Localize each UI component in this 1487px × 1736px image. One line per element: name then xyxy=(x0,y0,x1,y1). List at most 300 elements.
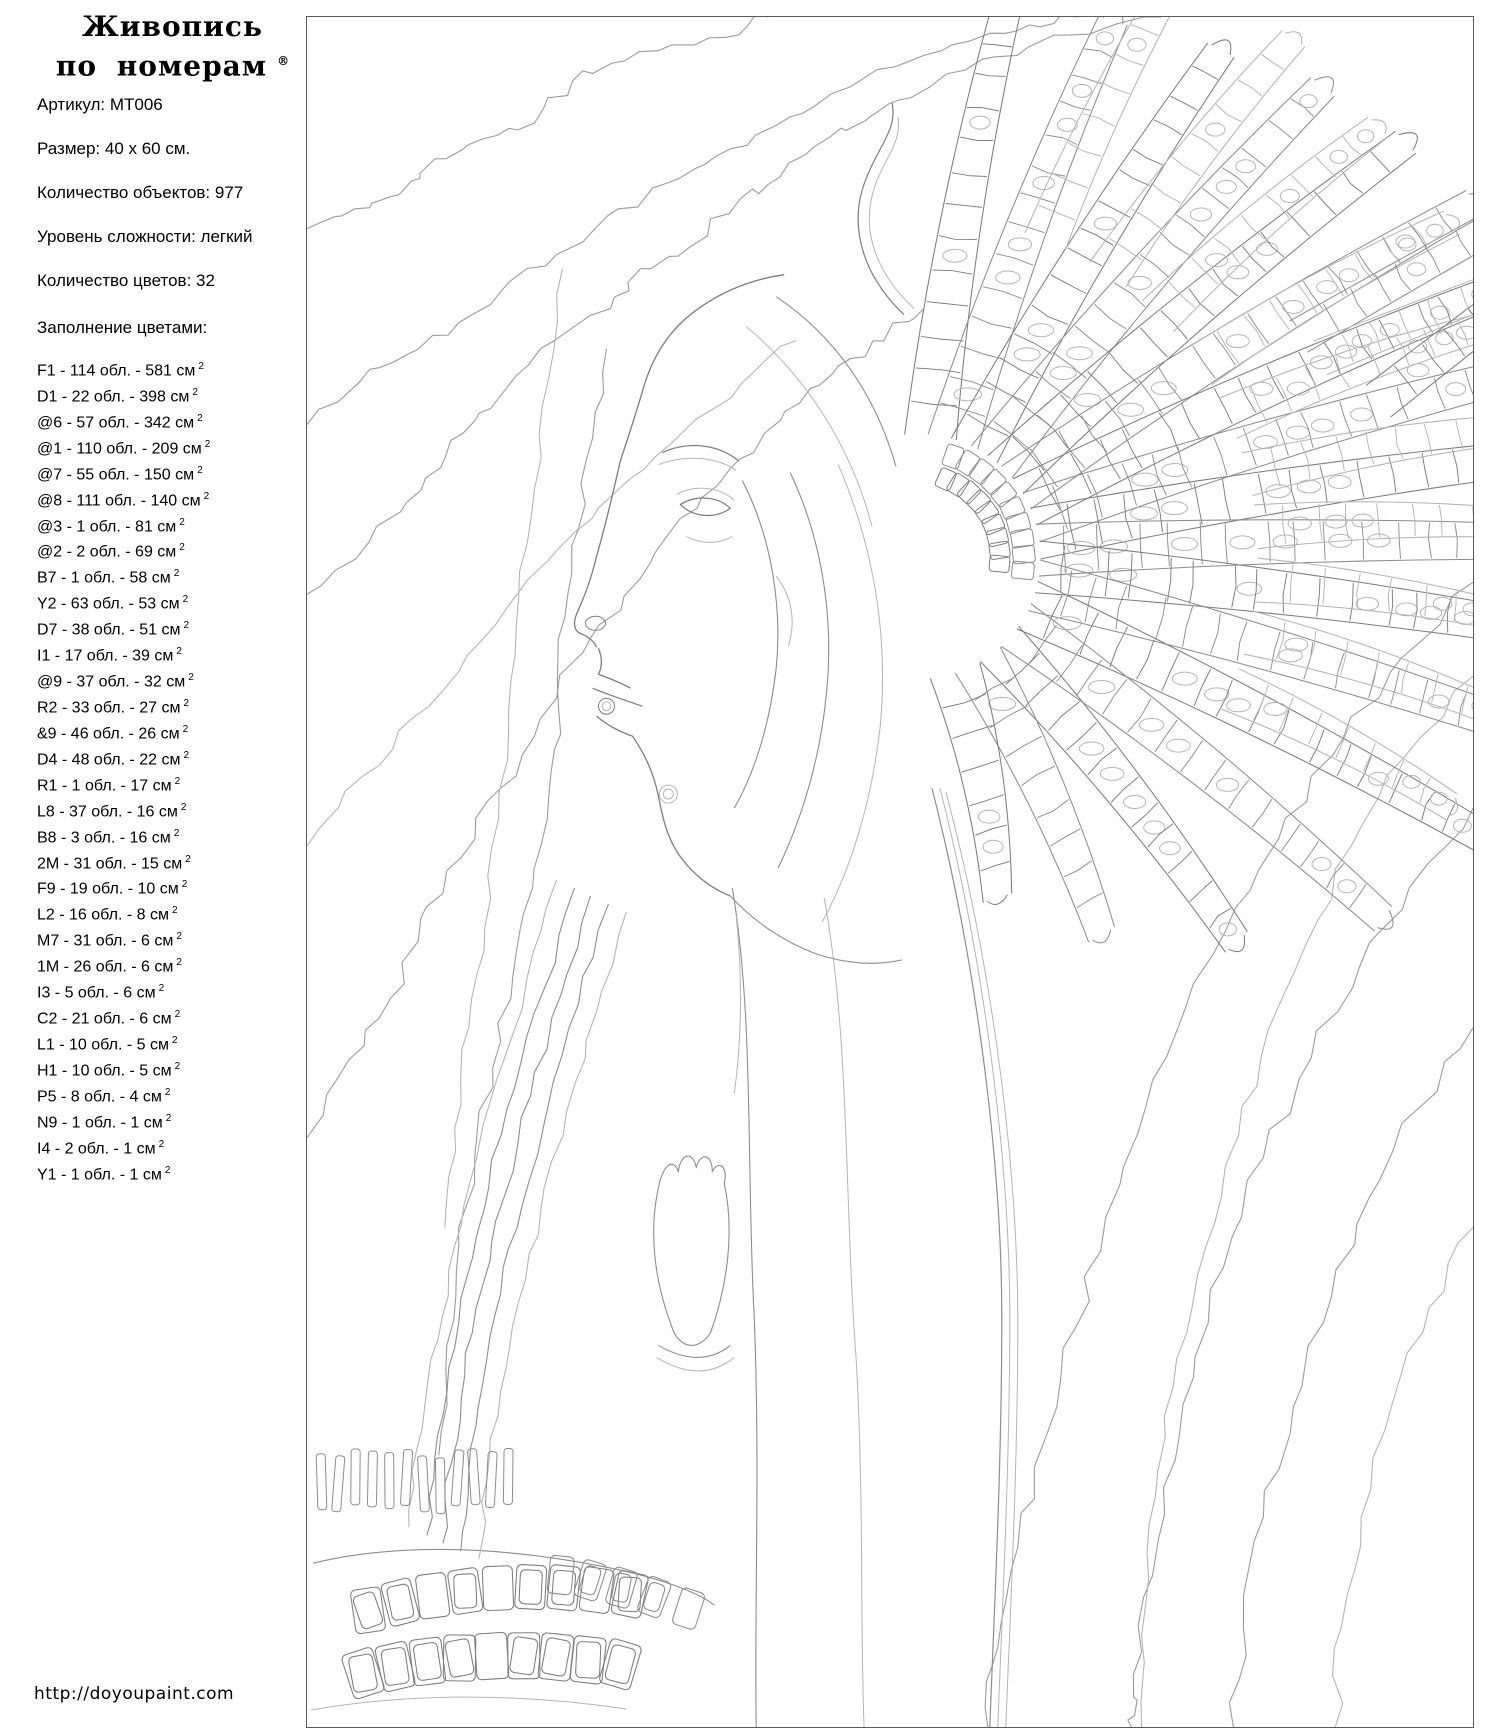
line-art-stroke xyxy=(1367,346,1380,375)
line-art-stroke xyxy=(1205,760,1226,790)
line-art-stroke xyxy=(1084,49,1112,57)
color-list-item: M7 - 31 обл. - 6 см $^2$ xyxy=(37,931,182,950)
line-art-stroke xyxy=(1276,377,1291,411)
line-art-stroke xyxy=(1033,177,1055,190)
color-list-item: Y2 - 63 обл. - 53 см $^2$ xyxy=(37,594,189,613)
line-art-stroke xyxy=(1122,429,1142,468)
line-art-stroke xyxy=(732,888,757,1727)
line-art-stroke xyxy=(409,880,557,1527)
line-art-stroke xyxy=(1388,578,1391,611)
line-art-stroke xyxy=(1110,353,1138,383)
line-art-stroke xyxy=(454,1574,477,1609)
line-art-stroke xyxy=(983,287,1022,299)
line-art-stroke xyxy=(1065,17,1190,250)
line-art-stroke xyxy=(952,173,987,177)
line-art-stroke xyxy=(1316,157,1337,178)
line-art-stroke xyxy=(417,1456,429,1512)
line-art-stroke xyxy=(1008,238,1031,251)
line-art-stroke xyxy=(1312,858,1331,871)
line-art-stroke xyxy=(730,896,902,963)
line-art-stroke xyxy=(1172,157,1200,176)
brand-logo xyxy=(55,10,290,83)
line-art-svg xyxy=(307,17,1473,1727)
line-art-stroke xyxy=(985,582,1473,1727)
line-art-stroke xyxy=(1014,348,1040,361)
line-art-stroke xyxy=(461,904,609,1551)
line-art-stroke xyxy=(1085,578,1096,622)
line-art-stroke xyxy=(1202,188,1229,209)
line-art-stroke xyxy=(1452,450,1458,483)
line-art-stroke xyxy=(1255,602,1473,635)
line-art-stroke xyxy=(1109,238,1141,260)
line-art-stroke xyxy=(1261,232,1284,257)
line-art-stroke xyxy=(967,107,999,110)
line-art-stroke xyxy=(1090,31,1282,263)
line-art-stroke xyxy=(1367,534,1390,547)
line-art-stroke xyxy=(1131,25,1158,36)
line-art-stroke xyxy=(1089,681,1115,694)
line-art-stroke xyxy=(1366,432,1374,465)
line-art-stroke xyxy=(1192,66,1217,79)
line-art-stroke xyxy=(1342,171,1363,193)
line-art-stroke xyxy=(1213,334,1235,365)
line-art-stroke xyxy=(350,1586,386,1634)
line-art-stroke xyxy=(1068,143,1101,156)
line-art-stroke xyxy=(1194,669,1210,706)
line-art-stroke xyxy=(1105,401,1130,436)
line-art-stroke xyxy=(686,536,732,542)
line-art-stroke xyxy=(307,17,768,229)
line-art-stroke xyxy=(1123,795,1145,808)
line-art-stroke xyxy=(644,275,784,385)
line-art-stroke xyxy=(1216,778,1238,791)
color-list-item: R1 - 1 обл. - 17 см $^2$ xyxy=(37,775,181,795)
line-art-stroke xyxy=(1174,137,1389,332)
line-art-stroke xyxy=(1266,195,1289,218)
color-list-item: H1 - 10 обл. - 5 см $^2$ xyxy=(37,1060,181,1080)
line-art-stroke xyxy=(538,1632,575,1681)
line-art-stroke xyxy=(1281,824,1300,851)
line-art-stroke xyxy=(654,1156,729,1345)
line-art-stroke xyxy=(778,472,829,868)
line-art-stroke xyxy=(1283,505,1286,544)
line-art-stroke xyxy=(593,688,643,706)
line-art-stroke xyxy=(960,137,993,140)
line-art-stroke xyxy=(444,1638,474,1678)
line-art-stroke xyxy=(1000,358,1039,378)
line-art-stroke xyxy=(1290,564,1293,602)
line-art-stroke xyxy=(1335,652,1344,688)
line-art-stroke xyxy=(1115,54,1143,65)
line-art-stroke xyxy=(1389,589,1393,625)
line-art-stroke xyxy=(1019,626,1248,932)
line-art-stroke xyxy=(1420,778,1431,803)
line-art-stroke xyxy=(921,336,964,340)
line-art-stroke xyxy=(1232,566,1236,607)
line-art-stroke xyxy=(1351,408,1373,421)
line-art-stroke xyxy=(1156,597,1166,639)
line-art-stroke xyxy=(946,792,1018,1727)
product-detail-line: Количество объектов: 977 xyxy=(37,183,244,202)
line-art-stroke xyxy=(1456,230,1471,255)
line-art-stroke xyxy=(1040,368,1473,542)
line-art-stroke xyxy=(746,327,872,527)
color-list-item: 1M - 26 обл. - 6 см $^2$ xyxy=(37,957,182,976)
line-art-stroke xyxy=(1100,540,1127,553)
line-art-stroke xyxy=(1446,383,1466,396)
line-art-stroke xyxy=(776,576,792,646)
line-art-stroke xyxy=(1127,698,1151,732)
line-art-stroke xyxy=(1227,699,1251,712)
color-list-item: P5 - 8 обл. - 4 см $^2$ xyxy=(37,1086,171,1106)
line-art-stroke xyxy=(1428,523,1431,559)
line-art-stroke xyxy=(1357,461,1364,497)
line-art-stroke xyxy=(1456,326,1473,339)
color-list-item: D4 - 48 обл. - 22 см $^2$ xyxy=(37,749,190,769)
line-art-stroke xyxy=(1133,149,1162,164)
line-art-stroke xyxy=(659,785,677,803)
line-art-stroke xyxy=(1276,419,1289,456)
line-art-stroke xyxy=(307,309,924,1138)
line-art-stroke xyxy=(1021,766,1055,785)
line-art-stroke xyxy=(570,1635,607,1684)
line-art-stroke xyxy=(658,458,736,470)
line-art-stroke xyxy=(1028,324,1053,337)
line-art-stroke xyxy=(1472,288,1473,301)
line-art-stroke xyxy=(1093,929,1111,942)
line-art-stroke xyxy=(541,1637,571,1677)
line-art-stroke xyxy=(415,1572,450,1619)
line-art-stroke xyxy=(1243,428,1256,466)
line-art-stroke xyxy=(1037,415,1068,448)
line-art-stroke xyxy=(551,1570,575,1606)
line-art-stroke xyxy=(386,1583,414,1621)
line-art-stroke xyxy=(479,912,627,1559)
line-art-stroke xyxy=(1456,421,1463,449)
line-art-stroke xyxy=(1088,371,1117,402)
line-art-stroke xyxy=(604,1644,636,1685)
line-art-stroke xyxy=(1132,473,1158,486)
line-art-stroke xyxy=(680,498,730,515)
line-art-stroke xyxy=(1067,347,1093,360)
fill-section-title: Заполнение цветами: xyxy=(37,318,208,337)
line-art-stroke xyxy=(1271,632,1280,670)
line-art-stroke xyxy=(1181,740,1203,771)
line-art-stroke xyxy=(1161,502,1187,515)
line-art-stroke xyxy=(1457,320,1468,345)
line-art-stroke xyxy=(1096,32,1113,45)
line-art-stroke xyxy=(1214,238,1239,263)
line-art-stroke xyxy=(1238,80,1262,96)
line-art-stroke xyxy=(943,694,986,708)
line-art-stroke xyxy=(1340,641,1348,675)
line-art-stroke xyxy=(1171,96,1198,110)
line-art-stroke xyxy=(1280,189,1299,202)
line-art-stroke xyxy=(1057,645,1083,682)
line-art-stroke xyxy=(1160,232,1189,254)
line-art-stroke xyxy=(599,698,615,714)
product-detail-line: Уровень сложности: легкий xyxy=(37,227,253,246)
line-art-stroke xyxy=(1425,585,1427,616)
line-art-stroke xyxy=(1328,475,1351,488)
line-art-stroke xyxy=(961,346,1003,359)
line-art-stroke xyxy=(1311,419,1334,432)
line-art-stroke xyxy=(1072,84,1091,97)
line-art-stroke xyxy=(1391,670,1400,704)
product-detail-line: Размер: 40 x 60 см. xyxy=(37,139,191,158)
line-art-stroke xyxy=(1177,215,1205,237)
line-art-stroke xyxy=(1304,642,1313,679)
line-art-stroke xyxy=(1100,767,1124,780)
line-art-stroke xyxy=(1239,669,1457,794)
line-art-stroke xyxy=(1023,340,1473,493)
color-list-item: C2 - 21 обл. - 6 см $^2$ xyxy=(37,1009,181,1028)
line-art-stroke xyxy=(597,716,731,896)
brand-name-line2-text: по номерам xyxy=(55,49,268,83)
line-art-stroke xyxy=(956,17,1020,440)
line-art-stroke xyxy=(1140,328,1167,357)
line-art-stroke xyxy=(1066,722,1096,750)
color-list-item: N9 - 1 обл. - 1 см $^2$ xyxy=(37,1112,172,1132)
line-art-stroke xyxy=(1443,329,1464,356)
line-art-stroke xyxy=(352,1591,384,1630)
line-art-stroke xyxy=(1077,660,1102,696)
line-art-stroke xyxy=(1253,569,1257,610)
line-art-stroke xyxy=(1216,680,1232,716)
line-art-stroke xyxy=(1100,82,1130,94)
line-art-stroke xyxy=(1336,727,1349,757)
color-list-item: F9 - 19 обл. - 10 см $^2$ xyxy=(37,879,188,898)
color-list-item: F1 - 114 обл. - 581 см $^2$ xyxy=(37,361,204,380)
line-art-stroke xyxy=(586,616,606,630)
color-list-item: &9 - 46 обл. - 26 см $^2$ xyxy=(37,723,189,743)
line-art-stroke xyxy=(1357,251,1375,277)
line-art-stroke xyxy=(1128,553,1132,598)
line-art-stroke xyxy=(509,1636,538,1675)
line-art-stroke xyxy=(1100,440,1120,479)
line-art-stroke xyxy=(1325,515,1347,528)
canvas-frame xyxy=(306,16,1474,1728)
line-art-stroke xyxy=(1298,285,1317,313)
color-list xyxy=(37,356,210,1186)
line-art-stroke xyxy=(905,17,991,434)
line-art-stroke xyxy=(1307,29,1473,353)
line-art-stroke xyxy=(1214,436,1227,475)
line-art-stroke xyxy=(1225,522,1227,564)
line-art-stroke xyxy=(1269,120,1293,138)
line-art-stroke xyxy=(602,702,611,711)
line-art-stroke xyxy=(1380,323,1399,336)
line-art-stroke xyxy=(1071,453,1092,494)
line-art-stroke xyxy=(1154,120,1182,135)
line-art-stroke xyxy=(1305,367,1320,400)
line-art-stroke xyxy=(1252,799,1272,827)
line-art-stroke xyxy=(658,1345,730,1357)
line-art-stroke xyxy=(975,825,1007,835)
line-art-stroke xyxy=(1297,480,1320,493)
line-art-stroke xyxy=(1330,150,1347,163)
line-art-stroke xyxy=(1357,130,1373,143)
line-art-stroke xyxy=(1244,315,1265,346)
line-art-stroke xyxy=(1031,604,1392,907)
line-art-stroke xyxy=(940,788,1010,1727)
line-art-stroke xyxy=(1337,744,1351,776)
line-art-stroke xyxy=(1230,536,1255,549)
line-art-stroke xyxy=(1222,168,1248,188)
line-art-stroke xyxy=(1131,507,1158,520)
line-art-stroke xyxy=(575,385,645,648)
line-art-stroke xyxy=(671,1587,705,1630)
line-art-stroke xyxy=(978,810,1000,823)
line-art-stroke xyxy=(930,678,983,902)
registered-mark: ® xyxy=(277,54,290,68)
line-art-stroke xyxy=(578,1565,602,1596)
color-list-item: I1 - 17 обл. - 39 см $^2$ xyxy=(37,646,182,665)
line-art-stroke xyxy=(1310,729,1325,762)
line-art-stroke xyxy=(1154,489,1162,532)
line-art-stroke xyxy=(1178,447,1192,487)
line-art-stroke xyxy=(1326,864,1343,889)
line-art-stroke xyxy=(1151,183,1180,203)
line-art-stroke xyxy=(1300,95,1317,108)
line-art-stroke xyxy=(1075,326,1108,351)
line-art-stroke xyxy=(1051,275,1086,294)
line-art-stroke xyxy=(1261,54,1284,69)
line-art-stroke xyxy=(1001,646,1374,931)
line-art-stroke xyxy=(1436,332,1453,345)
line-art-stroke xyxy=(1338,880,1356,893)
line-art-stroke xyxy=(999,496,1026,520)
line-art-stroke xyxy=(824,898,864,1727)
line-art-stroke xyxy=(485,1451,497,1507)
line-art-stroke xyxy=(1099,201,1131,218)
line-art-stroke xyxy=(1032,166,1065,176)
color-list-item: I4 - 2 обл. - 1 см $^2$ xyxy=(37,1138,165,1157)
line-art-stroke xyxy=(332,1455,345,1511)
line-art-stroke xyxy=(1216,104,1241,121)
line-art-stroke xyxy=(1448,798,1458,816)
line-art-stroke xyxy=(1301,412,1313,448)
line-art-stroke xyxy=(1159,413,1178,450)
line-art-stroke xyxy=(1424,424,1431,454)
line-art-stroke xyxy=(1399,522,1401,558)
line-art-stroke xyxy=(400,1449,412,1505)
line-art-stroke xyxy=(1079,742,1104,755)
line-art-stroke xyxy=(1422,453,1429,487)
line-art-stroke xyxy=(1036,371,1070,398)
footer-url: http://doyoupaint.com xyxy=(34,1684,235,1704)
line-art-stroke xyxy=(427,888,575,1535)
line-art-stroke xyxy=(367,1451,377,1507)
line-art-stroke xyxy=(980,662,1012,893)
line-art-stroke xyxy=(1419,680,1427,713)
line-art-stroke xyxy=(969,795,1003,806)
line-art-stroke xyxy=(519,1570,543,1605)
line-art-stroke xyxy=(1248,313,1269,343)
line-art-stroke xyxy=(1402,663,1409,693)
color-list-item: B7 - 1 обл. - 58 см $^2$ xyxy=(37,568,180,587)
line-art-stroke xyxy=(1126,46,1305,287)
line-art-stroke xyxy=(996,254,1033,265)
line-art-stroke xyxy=(1323,568,1325,605)
line-art-stroke xyxy=(955,673,1088,942)
line-art-stroke xyxy=(316,1454,327,1510)
color-list-item: L1 - 10 обл. - 5 см $^2$ xyxy=(37,1034,178,1054)
line-art-stroke xyxy=(1407,263,1425,276)
line-art-stroke xyxy=(435,1458,445,1514)
line-art-stroke xyxy=(989,697,1016,710)
line-art-stroke xyxy=(1206,123,1225,136)
line-art-stroke xyxy=(1216,180,1236,193)
line-art-stroke xyxy=(1045,135,1077,145)
line-art-stroke xyxy=(1200,522,1202,565)
line-art-stroke xyxy=(970,116,990,129)
line-art-stroke xyxy=(1472,699,1473,712)
line-art-stroke xyxy=(1053,174,1088,188)
brand-name-line2 xyxy=(55,44,290,83)
line-art-stroke xyxy=(1399,133,1418,150)
line-art-stroke xyxy=(1264,702,1287,715)
line-art-stroke xyxy=(1286,426,1309,439)
line-art-stroke xyxy=(1026,675,1058,705)
line-art-stroke xyxy=(1285,32,1301,44)
line-art-stroke xyxy=(1407,364,1429,377)
line-art-stroke xyxy=(1289,470,1296,508)
line-art-stroke xyxy=(1190,881,1212,902)
line-art-stroke xyxy=(1258,537,1473,549)
line-art-stroke xyxy=(1050,366,1076,379)
line-art-stroke xyxy=(1350,884,1367,908)
line-art-stroke xyxy=(941,443,964,469)
line-art-stroke xyxy=(1251,387,1267,422)
line-art-stroke xyxy=(1327,142,1473,375)
line-art-stroke xyxy=(734,480,778,808)
line-art-stroke xyxy=(1041,459,1473,558)
line-art-stroke xyxy=(1031,215,1473,509)
line-art-stroke xyxy=(1283,573,1287,613)
line-art-stroke xyxy=(1293,522,1295,562)
color-list-item: Y1 - 1 обл. - 1 см $^2$ xyxy=(37,1164,171,1183)
line-art-stroke xyxy=(1241,148,1266,167)
line-art-stroke xyxy=(946,203,983,207)
line-art-stroke xyxy=(933,270,973,274)
line-art-stroke xyxy=(1369,321,1381,351)
line-art-stroke xyxy=(1162,653,1179,691)
line-art-stroke xyxy=(599,648,631,688)
line-art-stroke xyxy=(1301,443,1310,479)
line-art-stroke xyxy=(1155,720,1178,753)
line-art-stroke xyxy=(1285,638,1308,651)
line-art-stroke xyxy=(443,896,591,1543)
line-art-stroke xyxy=(575,1641,601,1678)
line-art-stroke xyxy=(1020,193,1055,204)
line-art-stroke xyxy=(1229,935,1245,952)
color-list-item: @8 - 111 обл. - 140 см $^2$ xyxy=(37,490,210,509)
line-art-stroke xyxy=(1432,674,1439,703)
line-art-stroke xyxy=(911,401,957,406)
line-art-stroke xyxy=(1077,893,1103,908)
line-art-stroke xyxy=(1068,248,1102,266)
line-art-stroke xyxy=(1320,465,1327,503)
line-art-stroke xyxy=(1124,494,1132,538)
line-art-stroke xyxy=(1291,175,1313,197)
line-art-stroke xyxy=(1210,614,1220,654)
line-art-stroke xyxy=(1270,300,1290,329)
line-art-stroke xyxy=(1372,652,1379,684)
line-art-stroke xyxy=(1171,537,1197,550)
line-art-stroke xyxy=(1319,504,1322,541)
color-list-item: B8 - 3 обл. - 16 см $^2$ xyxy=(37,827,180,846)
